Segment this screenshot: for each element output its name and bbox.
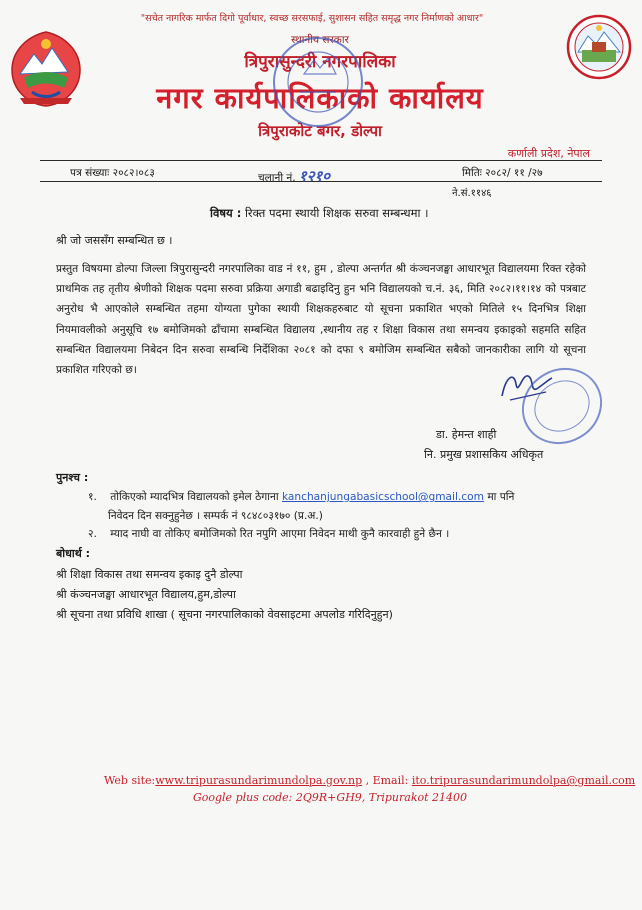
postscript-item-1 <box>88 488 588 526</box>
website-label: Web site: <box>104 774 156 787</box>
municipality-name: त्रिपुरासुन्दरी नगरपालिका <box>244 52 396 72</box>
municipality-logo-icon <box>566 14 632 80</box>
dispatch-number-value: १२१० <box>298 167 331 185</box>
school-email-link[interactable]: kanchanjungabasicschool@gmail.com <box>281 491 484 503</box>
subject-text: रिक्त पदमा स्थायी शिक्षक सरुवा सम्बन्धमा । <box>244 206 429 220</box>
header-divider <box>40 160 602 161</box>
letter-date: मितिः २०८२/ ११ /२७ <box>462 167 543 179</box>
motto-text: "सचेत नागरिक मार्फत दिगो पूर्वाधार, स्वच्छ सरसफाई, सुशासन सहित समृद्ध नगर निर्माणको आधार" <box>140 13 484 24</box>
office-stamp-icon <box>270 34 366 130</box>
local-government-label: स्थानीय सरकार <box>291 34 349 46</box>
subject-line <box>210 206 428 221</box>
cc-item: श्री शिक्षा विकास तथा समन्वय इकाइ दुनै डोल्पा <box>56 568 243 581</box>
office-email-link[interactable]: ito.tripurasundarimundolpa@gmail.com <box>411 774 636 787</box>
postscript-item-1-number: १. <box>88 491 97 503</box>
postscript-item-2 <box>88 525 588 544</box>
office-address: त्रिपुराकोट बगर, डोल्पा <box>258 122 382 140</box>
letter-number: पत्र संख्याः २०८२।०८३ <box>70 167 155 179</box>
nepal-sambat-date: ने.सं.११४६ <box>452 188 492 199</box>
body-paragraph: प्रस्तुत विषयमा डोल्पा जिल्ला त्रिपुरासुन्दरी नगरपालिका वाड नं ११, हुम , डोल्पा अन्तर्गत श्री कंञ्चनजङ्घा आधारभूत विद्यालयमा रिक्त रहेको प्राथमिक तह तृतीय श्रेणीको शिक्षक पदमा सरुवा प्रक्रिया अगाडी बढाइदिनु हुन भनि विद्यालयको च.नं. ३६, मिति २०८२।११।१४ को पत्रबाट अनुरोध भै आएकोले सम्बन्धित तहमा योग्यता पुगेका स्थायी शिक्षकहरुबाट यो सूचना प्रकाशित भएको मितिले १५ दिनभित्र शिक्षा नियमावलीको अनुसूचि १७ बमोजिमको ढाँचामा सम्बन्धित विद्यालय ,स्थानीय तह र शिक्षा विकास तथा समन्वय इकाइको सहमति सहित सम्बन्धित विद्यालयमा निबेदन दिन सरुवा सम्बन्धि निर्देशिका २०८१ को दफा ९ बमोजिम सम्बन्धित सबैको जानकारीका लागि यो सूचना प्रकाशित गरिएको छ। <box>56 263 586 377</box>
postscript-item-1-line2: निवेदन दिन सक्नुहुनेछ । सम्पर्क नं ९८४८०३१७० (प्र.अ.) <box>108 510 323 522</box>
cc-item: श्री सूचना तथा प्रविधि शाखा ( सूचना नगरपालिकाको वेवसाइटमा अपलोड गरिदिनुहुन) <box>56 608 393 621</box>
nepal-emblem-icon <box>6 28 86 110</box>
province-label: कर्णाली प्रदेश, नेपाल <box>507 147 590 160</box>
postscript-item-1-text: तोकिएको म्यादभित्र विद्यालयको इमेल ठेगाना <box>110 491 279 503</box>
footer-contact-line <box>104 774 636 787</box>
subject-label: विषय : <box>210 206 242 220</box>
dispatch-number-row <box>258 166 330 186</box>
office-title: नगर कार्यपालिकाको कार्यालय <box>156 81 484 115</box>
signatory-name: डा. हेमन्त शाही <box>436 428 497 441</box>
email-label: , Email: <box>362 774 412 787</box>
approval-stamp-icon <box>516 360 608 452</box>
postscript-heading: पुनश्च : <box>56 471 89 484</box>
postscript-item-2-text: म्याद नाघी वा तोकिए बमोजिमको रित नपुगि आएमा निवेदन माथी कुनै कारवाही हुने छैन । <box>110 528 450 540</box>
signatory-title: नि. प्रमुख प्रशासकिय अधिकृत <box>424 448 544 461</box>
plus-code-line: Google plus code: 2Q9R+GH9, Tripurakot 21400 <box>192 791 468 804</box>
cc-heading: बोधार्थ : <box>56 547 91 560</box>
postscript-item-2-number: २. <box>88 528 97 540</box>
dispatch-number-label: चलानी नं. <box>258 172 296 184</box>
salutation: श्री जो जससँग सम्बन्धित छ । <box>56 234 173 247</box>
cc-item: श्री कंञ्चनजङ्घा आधारभूत विद्यालय,हुम,डोल्पा <box>56 588 236 601</box>
website-link[interactable]: www.tripurasundarimundolpa.gov.np <box>155 774 363 787</box>
postscript-item-1-suffix: मा पनि <box>487 491 515 503</box>
